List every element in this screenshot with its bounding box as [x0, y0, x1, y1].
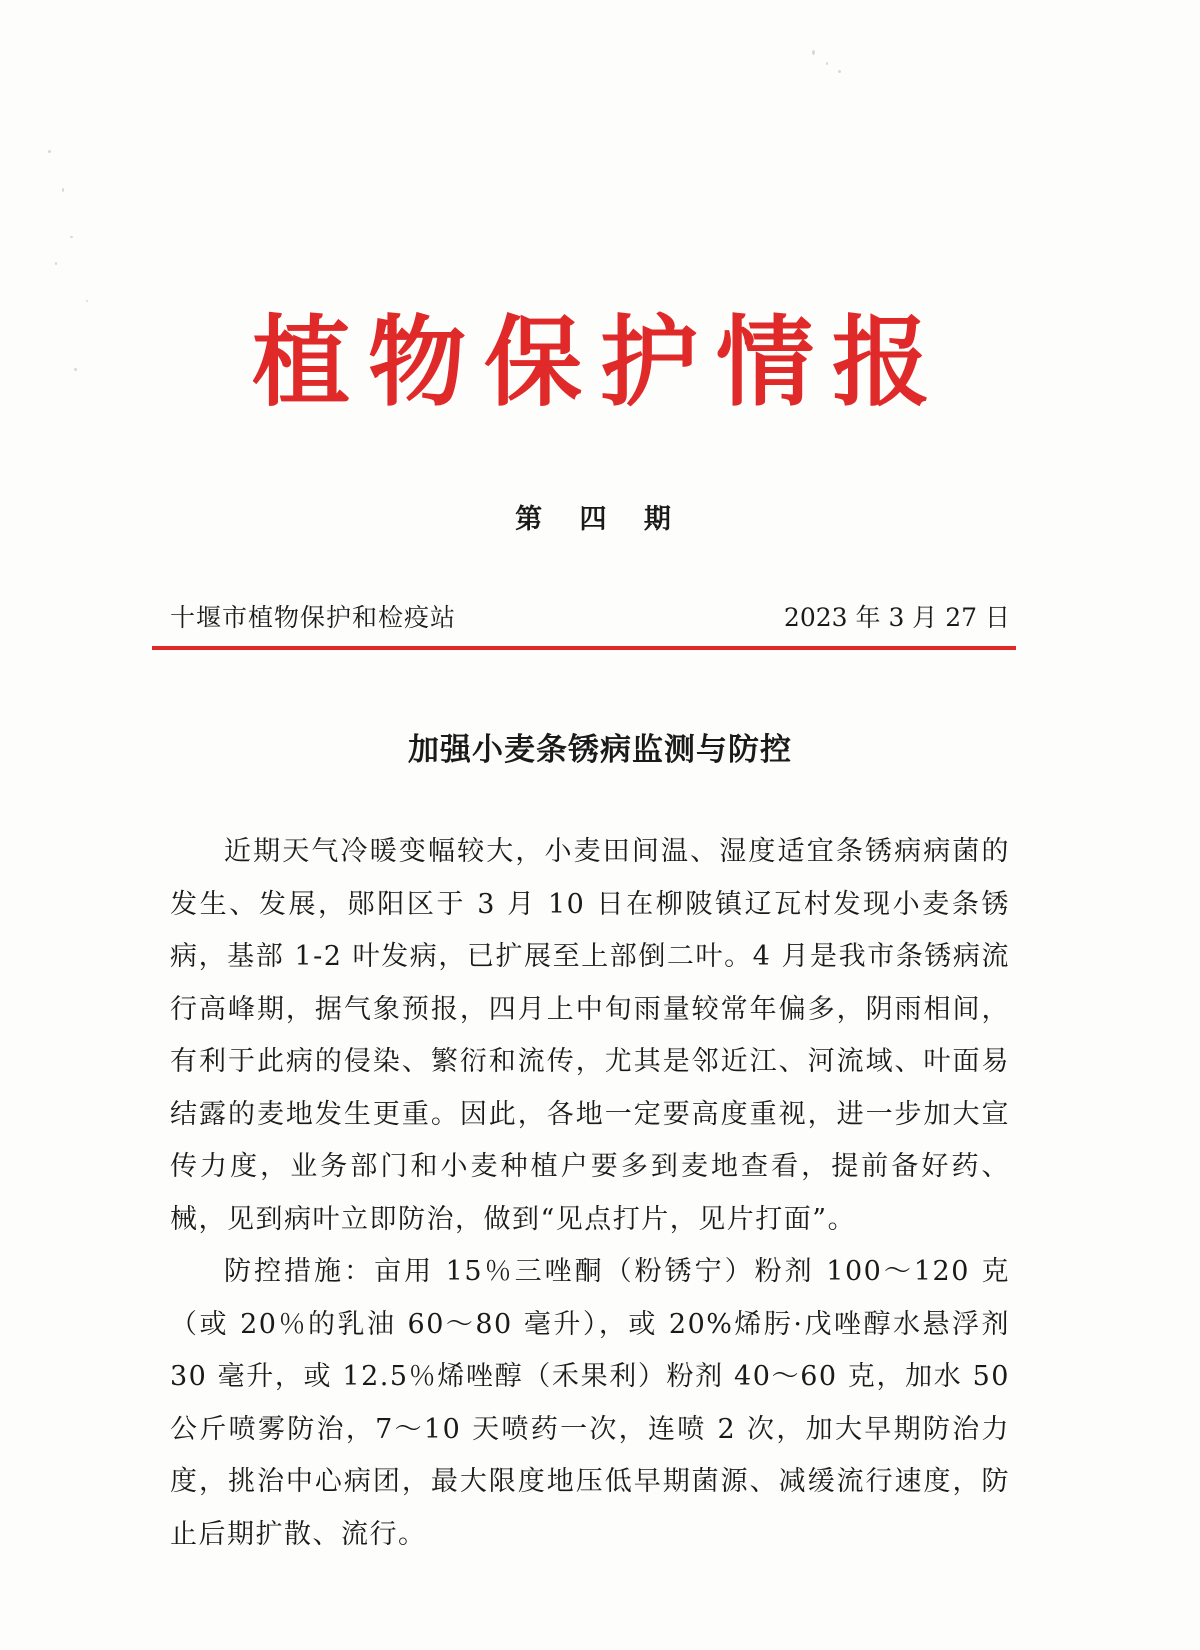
scan-speck [826, 62, 828, 65]
body-paragraph: 近期天气冷暖变幅较大，小麦田间温、湿度适宜条锈病病菌的发生、发展，郧阳区于 3 月 10 日在柳陂镇辽瓦村发现小麦条锈病，基部 1-2 叶发病，已扩展至上部倒二叶。4 月是我市条锈病流行高峰期，据气象预报，四月上中旬雨量较常年偏多，阴雨相间，有利于此病的侵染、繁衍和流传，尤其是邻近江、河流域、叶面易结露的麦地发生更重。因此，各地一定要高度重视，进一步加大宣传力度，业务部门和小麦种植户要多到麦地查看，提前备好药、械，见到病叶立即防治，做到“见点打片，见片打面”。 [170, 836, 1010, 1235]
body-paragraph: 防控措施：亩用 15％三唑酮（粉锈宁）粉剂 100～120 克（或 20％的乳油 60～80 毫升），或 20%烯肟·戊唑醇水悬浮剂 30 毫升，或 12.5％烯唑醇（禾果利）粉剂 40～60 克，加水 50 公斤喷雾防治，7～10 天喷药一次，连喷 2 次，加大早期防治力度，挑治中心病团，最大限度地压低早期菌源、减缓流行速度，防止后期扩散、流行。 [170, 1256, 1010, 1550]
header-meta-row [170, 600, 1010, 636]
article-title: 加强小麦条锈病监测与防控 [408, 732, 792, 768]
issuing-organization: 十堰市植物保护和检疫站 [170, 603, 457, 632]
issue-number: 第 四 期 [515, 504, 685, 535]
article-body [170, 826, 1010, 1561]
scan-speck [55, 262, 57, 265]
masthead-title: 植物保护情报 [251, 306, 948, 420]
issue-date: 2023 年 3 月 27 日 [783, 603, 1010, 632]
scan-speck [48, 150, 51, 153]
scan-speck [838, 70, 841, 73]
scan-speck [86, 300, 88, 302]
scan-speck [62, 188, 64, 192]
scan-speck [70, 236, 73, 238]
scan-speck [812, 50, 815, 55]
red-divider-line [152, 646, 1016, 650]
